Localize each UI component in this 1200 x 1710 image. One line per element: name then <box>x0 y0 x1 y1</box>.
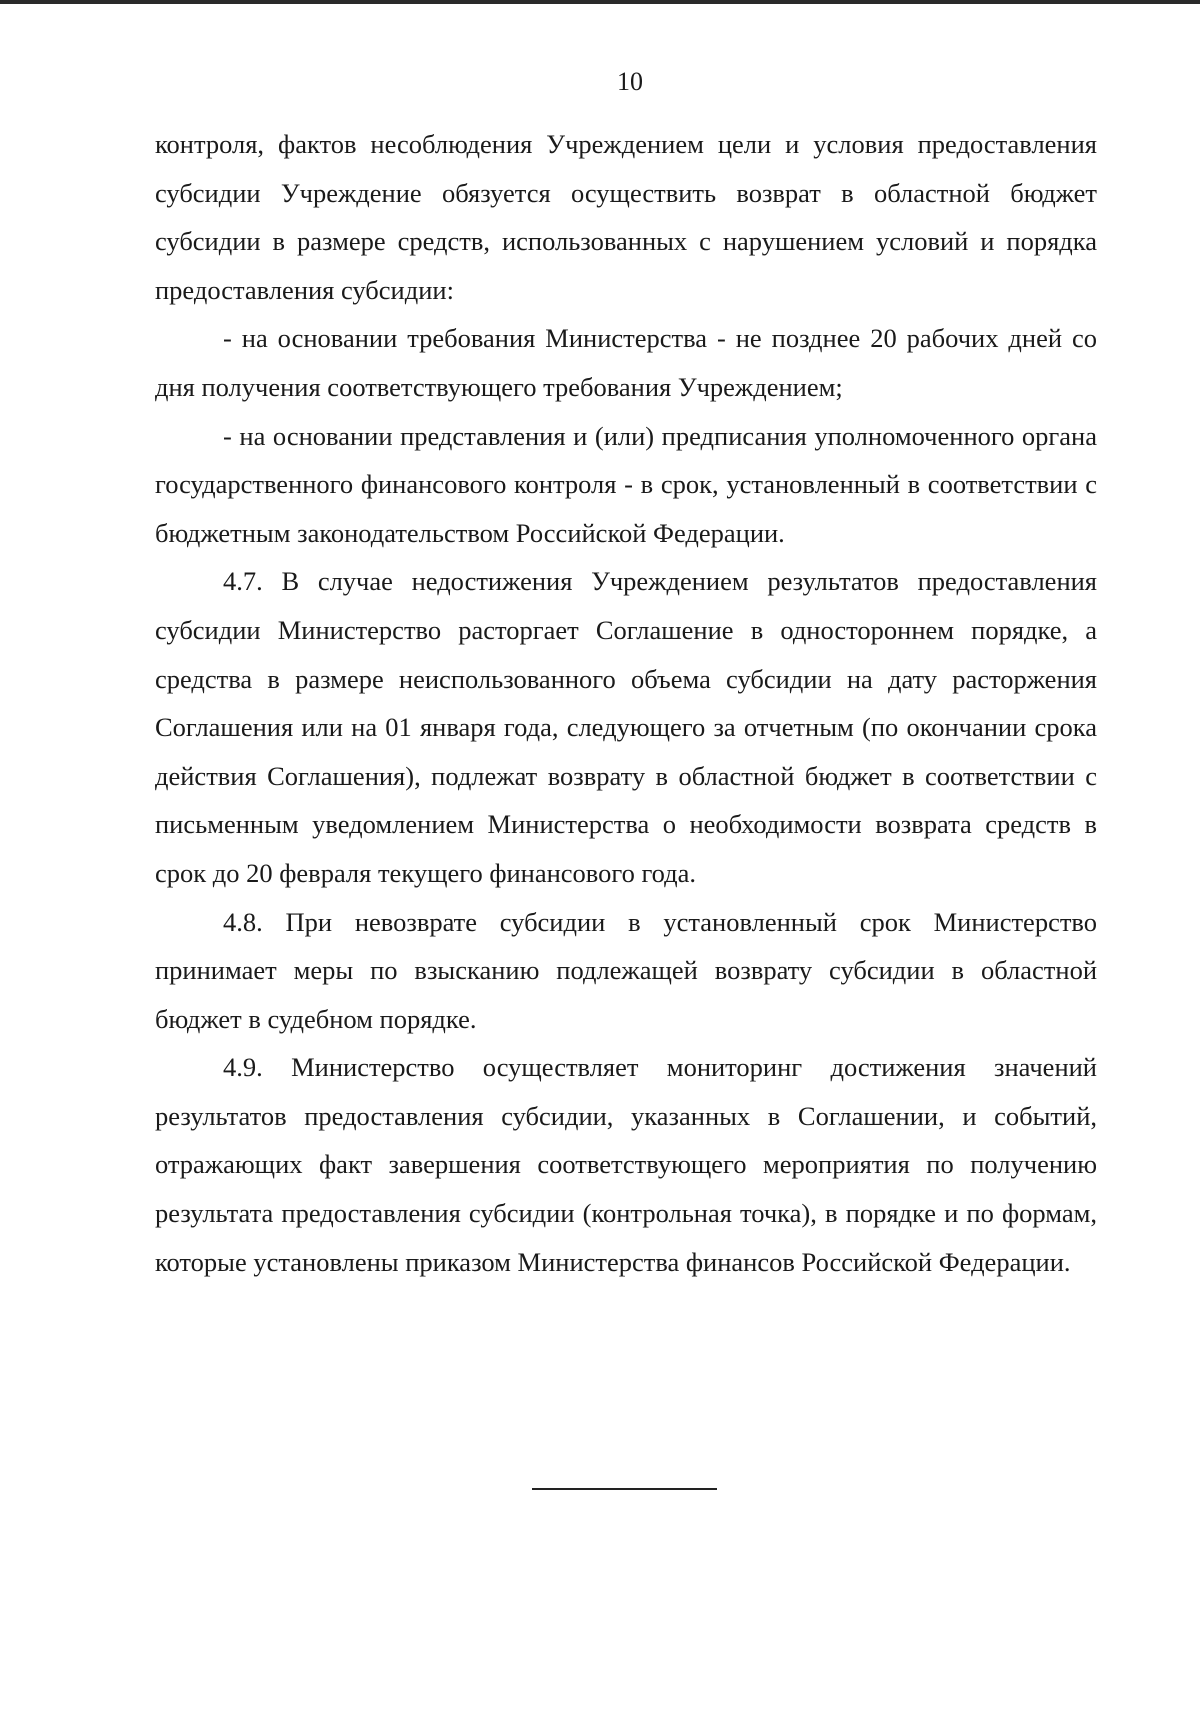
clause-4-8: 4.8. При невозврате субсидии в установленный срок Министерство принимает меры по взысканию подлежащей возврату субсидии в областной бюджет в судебном порядке. <box>155 906 1097 1034</box>
clause-4-9: 4.9. Министерство осуществляет мониторинг достижения значений результатов предоставления субсидии, указанных в Соглашении, и событий, отражающих факт завершения соответствующего мероприятия по получению результата предоставления субсидии (контрольная точка), в порядке и по формам, которые установлены приказом Министерства финансов Российской Федерации. <box>155 1052 1097 1277</box>
list-item-prescription: - на основании представления и (или) предписания уполномоченного органа государственного финансового контроля - в срок, установленный в соответствии с бюджетным законодательством Российской Федерации. <box>155 420 1097 548</box>
clause-4-7: 4.7. В случае недостижения Учреждением результатов предоставления субсидии Министерство расторгает Соглашение в одностороннем порядке, а средства в размере неиспользованного объема субсидии на дату расторжения Соглашения или на 01 января года, следующего за отчетным (по окончании срока действия Соглашения), подлежат возврату в областной бюджет в соответствии с письменным уведомлением Министерства о необходимости возврата средств в срок до 20 февраля текущего финансового года. <box>155 566 1097 888</box>
end-of-document-rule <box>532 1488 717 1490</box>
page-number: 10 <box>617 67 643 96</box>
page-top-edge <box>0 0 1200 4</box>
paragraph-continued: контроля, фактов несоблюдения Учреждением цели и условия предоставления субсидии Учреждение обязуется осуществить возврат в областной бюджет субсидии в размере средств, использованных с нарушением условий и порядка предоставления субсидии: <box>155 129 1097 305</box>
list-item-requirement: - на основании требования Министерства - не позднее 20 рабочих дней со дня получения соответствующего требования Учреждением; <box>155 323 1097 402</box>
document-body <box>155 120 1097 1286</box>
